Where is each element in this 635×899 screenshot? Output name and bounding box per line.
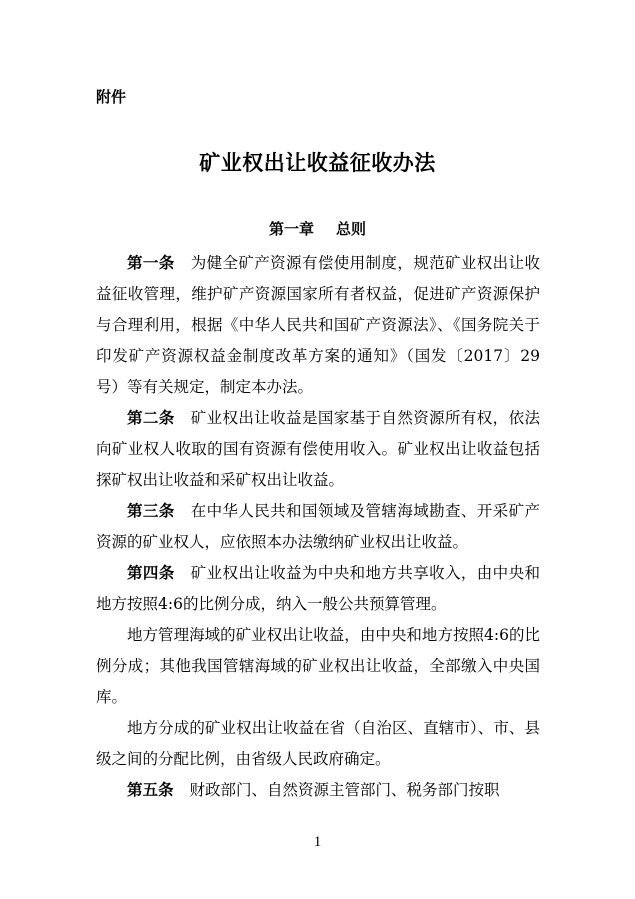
chapter-heading xyxy=(0,218,635,240)
article-label: 第三条 xyxy=(127,502,175,520)
article-label: 第五条 xyxy=(127,781,174,799)
article-4-paragraph-2: 地方管理海域的矿业权出让收益，由中央和地方按照4:6的比例分成；其他我国管辖海域的矿业权出让收益，全部缴入中央国库。 xyxy=(96,626,540,706)
attachment-label: 附件 xyxy=(96,88,127,106)
article-text: 财政部门、自然资源主管部门、税务部门按职 xyxy=(189,781,500,799)
article-5 xyxy=(96,775,540,806)
article-3 xyxy=(96,496,540,558)
chapter-name: 总则 xyxy=(336,220,367,238)
article-1 xyxy=(96,248,540,403)
document-title: 矿业权出让收益征收办法 xyxy=(199,151,436,175)
article-label: 第四条 xyxy=(127,564,175,582)
page-number: 1 xyxy=(313,834,322,850)
chapter-number: 第一章 xyxy=(268,220,314,238)
article-4-paragraph-3: 地方分成的矿业权出让收益在省（自治区、直辖市）、市、县级之间的分配比例，由省级人民政府确定。 xyxy=(96,719,540,768)
document-body xyxy=(96,248,540,806)
article-text: 为健全矿产资源有偿使用制度，规范矿业权出让收益征收管理，维护矿产资源国家所有者权益，促进矿产资源保护与合理利用，根据《中华人民共和国矿产资源法》、《国务院关于印发矿产资源权益金制度改革方案的通知》（国发〔2017〕29号）等有关规定，制定本办法。 xyxy=(96,254,540,396)
article-2 xyxy=(96,403,540,496)
article-label: 第二条 xyxy=(127,409,175,427)
article-text: 矿业权出让收益是国家基于自然资源所有权，依法向矿业权人收取的国有资源有偿使用收入。矿业权出让收益包括探矿权出让收益和采矿权出让收益。 xyxy=(96,409,540,489)
article-label: 第一条 xyxy=(127,254,175,272)
article-text: 在中华人民共和国领域及管辖海域勘查、开采矿产资源的矿业权人，应依照本办法缴纳矿业权出让收益。 xyxy=(96,502,540,551)
article-4 xyxy=(96,558,540,620)
article-text: 矿业权出让收益为中央和地方共享收入，由中央和地方按照4:6的比例分成，纳入一般公共预算管理。 xyxy=(96,564,540,613)
